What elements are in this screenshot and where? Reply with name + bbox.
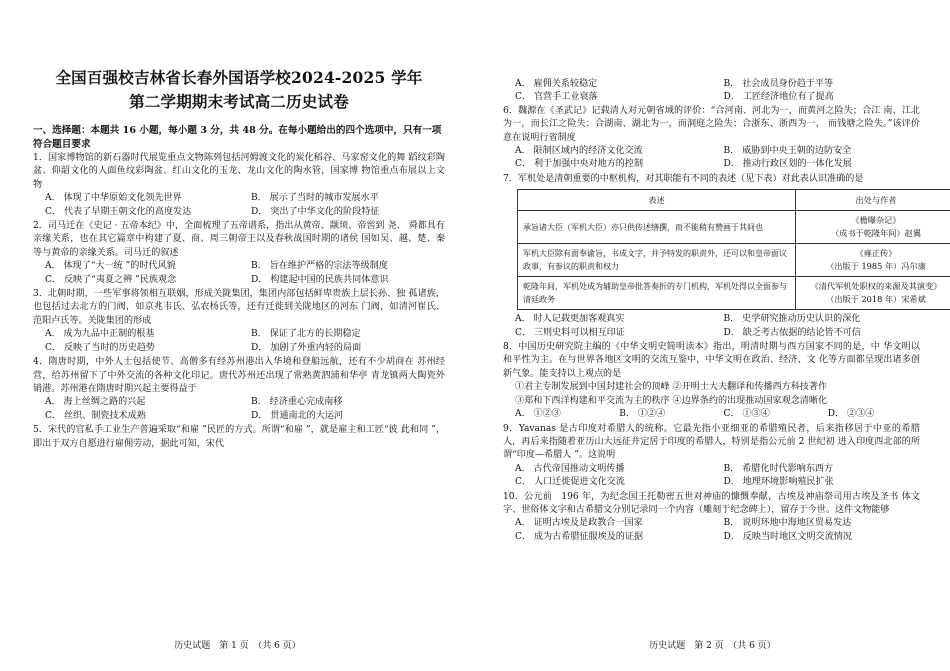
exam-title-line1: 全国百强校吉林省长春外国语学校2024-2025 学年 [55,68,423,87]
source-author: （出版于 2018 年）宋希斌 [826,294,926,305]
question-stem: 6．魏源在《圣武记》记载清人对元朝省域的评价：“合河南、河北为一，而黄河之险失；合江 南、江北为一，而长江之险失；合湖南、湖北为一，而洞庭之险失；合浙东、浙西为一， 而钱塘之险失。”该评价意在说明行省制度 [503,105,920,143]
question-stem: 7．军机处是清朝重要的中枢机构，对其职能有不同的表述（见下表）对此表认识准确的是 [503,173,864,184]
page-footer-left: 历史试题 第 1 页 （共 6 页） [174,641,301,651]
option: B． 旨在维护严格的宗法等级制度 [251,261,388,272]
question-stem: 3．北朝时期，一些军事将领相互联姻，形成关陇集团，集团内部包括鲜卑贵族上层长孙、独 孤诸族，也包括过去北方的门阀，如京兆韦氏、弘农杨氏等，还有迁徙到关陇地区的河东 门阀，如清河崔氏、范阳卢氏等。关陇集团的形成 [33,289,445,326]
option: B． 社会成员身份趋于平等 [723,79,834,89]
question-options [33,260,445,287]
option: D． 工匠经济地位有了提高 [723,92,834,103]
question-8 [503,341,920,421]
question-10 [503,491,920,545]
question-1 [33,152,445,219]
question-item: ①君主专制发展到中国封建社会的顶峰 ②开明士大夫翻译和传播西方科技著作 [515,382,828,393]
question-5 [33,424,445,451]
option: A． 时人记载更加客观真实 [515,314,625,325]
question-item: ③郑和下西洋构建和平交流为主的秩序 ④边界条约的出现推动国家观念清晰化 [515,395,828,406]
page-footer-right: 历史试题 第 2 页 （共 6 页） [649,641,776,651]
option: D． 地理环境影响殖民扩张 [723,477,834,488]
question-options [503,517,920,544]
option: D． ②③④ [827,409,875,420]
option: A． 雇佣关系较稳定 [515,79,598,89]
question-stem: 5．宋代的官私手工业生产普遍采取“和雇 ”民匠的方式。所谓“和雇 ”，就是雇主和工匠“彼 此和同 ”，即出于双方自愿进行雇佣劳动，据此可知，宋代 [33,425,445,449]
option: D． 构建起中国的民族共同体意识 [251,274,389,285]
question-options [503,408,920,421]
option: A． ①②③ [515,409,561,420]
option: A． 古代帝国推动文明传播 [515,463,625,474]
table-cell-source [796,211,950,244]
table-header-row [518,190,950,211]
question-stem: 1．国家博物馆的新石器时代展览重点文物陈列包括河姆渡文化的炭化稻谷、马家窑文化的舞 蹈纹彩陶盆、仰韶文化的人面鱼纹彩陶盆、红山文化的玉龙、龙山文化的陶水管，国家博 物馆重点布展以上文物 [33,153,445,190]
option: B． 展示了当时的城市发展水平 [251,193,379,204]
option: A． 海上丝绸之路的兴起 [45,397,146,408]
table-cell-desc: 军机大臣除有面奉谕旨，书成文字，并予特发的职责外，还可以和皇帝面议政事，有参议的职责和权力 [518,244,796,277]
option: B． 希腊化时代影响东西方 [723,463,834,474]
question-stem: 4．隋唐时期，中外人士包括使节、高僧多有经苏州港出入华境和登船远航，还有不少胡商在 苏州经营，给苏州留下了中外交流的各种文化印记。唐代苏州还出现了常熟黄泗浦和华亭 青龙镇两大陶瓷外销港。苏州港在隋唐时期兴起主要得益于 [33,357,445,394]
question-options [503,145,920,172]
option: D． 加剧了外重内轻的局面 [251,342,362,353]
table-cell-source [796,277,950,310]
option: C． 官营手工业衰落 [515,92,598,103]
question-options [503,463,920,490]
question-stem: 2．司马迁在《史记 · 五帝本纪》中，全面梳理了五帝谱系，指出从黄帝、颛顼、帝喾到 尧、 舜都具有亲缘关系，也在其它篇章中构建了夏、商、周三朝帝王以及春秋战国时期的诸侯 国如吴、越、楚、秦等与黄帝的亲缘关系。司马迁的叙述 [33,221,445,258]
question-6 [503,105,920,172]
table-cell-source [796,244,950,277]
table-row [518,211,950,244]
question-stem: 9．Yavanas 是古印度对希腊人的统称。它最先指小亚细亚的希腊殖民者，后来指移居于中亚的希腊人，再后来指随着亚历山大远征并定居于印度的希腊人，特别是指公元前 2 世纪初 进入印度西北部的所谓“印度—希腊人 ”。这说明 [503,423,920,461]
source-table [517,189,950,310]
option: B． 说明环地中海地区贸易发达 [723,518,852,529]
option: C． 人口迁徙促进文化交流 [515,477,625,488]
page-right [475,0,950,671]
option: A． 体现了“大一统 ”的时代风貌 [45,261,176,272]
table-cell-desc: 乾隆年间，军机处成为辅助皇帝批答奏折的专门机构，军机处得以全面参与清廷政务 [518,277,796,310]
source-author: （出版于 1985 年）冯尔康 [826,261,926,272]
option: D． 反映当时地区文明交流情况 [723,531,852,542]
option: B． 威胁到中央王朝的边防安全 [723,146,852,157]
question-options [33,192,445,219]
option: D． 贯通南北的大运河 [251,410,344,421]
option: C． 利于加强中央对地方的控制 [515,159,644,170]
question-options [33,328,445,355]
option: D． 缺乏考古依据的结论皆不可信 [723,327,861,338]
table-header: 出处与作者 [796,190,950,211]
option: A． 限制区域内的经济文化交流 [515,146,643,157]
option: C． 代表了早期王朝文化的高度发达 [45,206,192,217]
option: C． ①③④ [723,409,770,420]
section-heading: 一、选择题：本题共 16 小题，每小题 3 分，共 48 分。在每小题给出的四个选项中，只有一项 符合题目要求 [33,125,442,150]
option: C． 三则史料可以相互印证 [515,327,625,338]
table-cell-desc: 承旨诸大臣（军机大臣）亦只供传述缮撰，而不能稍有赞画于其间也 [518,211,796,244]
question-2 [33,220,445,287]
question-4 [33,356,445,423]
option: A． 成为九品中正制的根基 [45,329,155,340]
option: D． 突出了中华文化的阶段特征 [251,206,380,217]
option: D． 推动行政区划的一体化发展 [723,159,852,170]
option: B． 保证了北方的长期稳定 [251,329,361,340]
question-3 [33,288,445,355]
question-options [503,313,920,340]
table-header: 表述 [518,190,796,211]
table-row [518,277,950,310]
question-5-options [503,78,920,105]
source-title: 《檐曝杂记》 [851,215,901,226]
question-stem: 8．中国历史研究院主编的《中华文明史简明读本》指出，明清时期与西方国家不同的是，中 华文明以和平性为主。在与世界各地区文明的交流互鉴中，中华文明在政治、经济、文 化等方面都呈现出诸多创新气象。能支持以上观点的是 [503,342,920,379]
question-options [33,396,445,423]
option: B． 史学研究推动历史认识的深化 [723,314,861,325]
option: B． 经济重心完成南移 [251,397,343,408]
option: C． 丝织、制瓷技术成熟 [45,410,146,421]
source-author: （成书于乾隆年间）赵翼 [830,228,922,239]
exam-title-line2: 第二学期期末考试高二历史试卷 [129,92,349,111]
option: A． 证明古埃及是政教合一国家 [515,518,643,529]
option: A． 体现了中华原始文化领先世界 [45,193,182,204]
option: C． 反映了“夷夏之辨 ”民族观念 [45,274,177,285]
question-9 [503,423,920,490]
source-title: 《清代军机处职权的来源及其演变》 [810,281,942,292]
option: B． ①②④ [619,409,666,420]
question-stem: 10．公元前 196 年，为纪念国王托勒密五世对神庙的慷慨奉献，古埃及神庙祭司用古埃及圣书 体文字、世俗体文字和古希腊文分别记录同一个内容（雕刻于纪念碑上），留存于今世。这件文物能够 [503,491,920,515]
option: C． 成为古希腊征服埃及的证据 [515,531,644,542]
option: C． 反映了当时的历史趋势 [45,342,155,353]
question-7 [503,173,942,340]
table-row [518,244,950,277]
source-title: 《雍正传》 [855,248,897,259]
